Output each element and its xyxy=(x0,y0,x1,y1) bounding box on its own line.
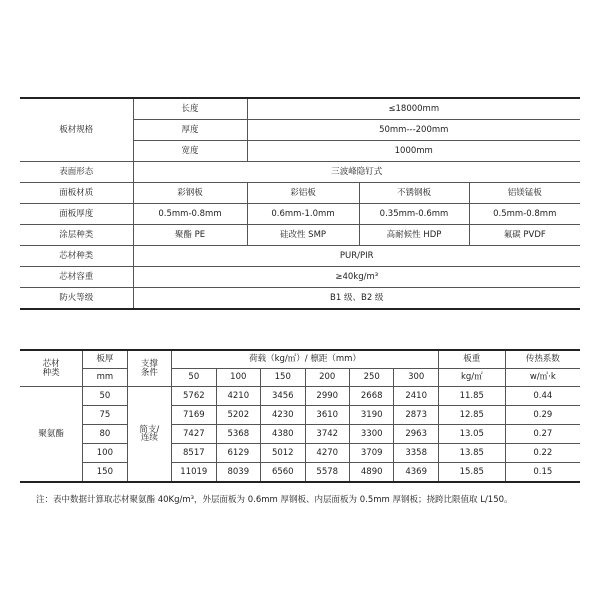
load-cell: 2668 xyxy=(349,387,393,406)
fire-label: 防火等级 xyxy=(20,288,133,310)
load-cell: 8517 xyxy=(172,444,216,463)
row-thickness: 150 xyxy=(83,463,127,483)
load-cell: 5762 xyxy=(172,387,216,406)
coating-label: 涂层种类 xyxy=(20,225,133,246)
surface-value: 三波峰隐钉式 xyxy=(133,162,580,183)
load-cell: 4890 xyxy=(349,463,393,483)
load-cell: 3610 xyxy=(305,406,349,425)
row-thickness: 100 xyxy=(83,444,127,463)
core-name: 聚氨酯 xyxy=(20,387,83,483)
thickness-header: 板厚 xyxy=(83,350,127,369)
length-value: ≤18000mm xyxy=(247,98,580,120)
load-cell: 6129 xyxy=(216,444,260,463)
panel-thickness-cell: 0.6mm-1.0mm xyxy=(247,204,359,225)
coating-cell: 高耐候性 HDP xyxy=(359,225,469,246)
heat-cell: 0.15 xyxy=(505,463,580,483)
span-header: 300 xyxy=(394,369,439,387)
load-cell: 2990 xyxy=(305,387,349,406)
material-cell: 铝镁锰板 xyxy=(469,183,580,204)
table-header-row xyxy=(20,369,580,387)
thickness-unit: mm xyxy=(83,369,127,387)
table-row xyxy=(20,425,580,444)
weight-cell: 15.85 xyxy=(438,463,505,483)
coating-cell: 聚酯 PE xyxy=(133,225,247,246)
heat-header: 传热系数 xyxy=(505,350,580,369)
load-cell: 4369 xyxy=(394,463,439,483)
material-cell: 不锈钢板 xyxy=(359,183,469,204)
panel-thickness-cell: 0.5mm-0.8mm xyxy=(133,204,247,225)
span-header: 200 xyxy=(305,369,349,387)
core-value: PUR/PIR xyxy=(133,246,580,267)
weight-cell: 13.85 xyxy=(438,444,505,463)
load-cell: 7169 xyxy=(172,406,216,425)
load-cell: 3709 xyxy=(349,444,393,463)
weight-cell: 13.05 xyxy=(438,425,505,444)
heat-cell: 0.22 xyxy=(505,444,580,463)
support-header: 支撑 条件 xyxy=(127,350,171,387)
row-thickness: 80 xyxy=(83,425,127,444)
load-cell: 7427 xyxy=(172,425,216,444)
material-label: 面板材质 xyxy=(20,183,133,204)
load-cell: 4270 xyxy=(305,444,349,463)
load-table xyxy=(20,349,580,483)
load-cell: 3456 xyxy=(261,387,305,406)
table-row xyxy=(20,444,580,463)
heat-cell: 0.29 xyxy=(505,406,580,425)
coating-cell: 氟碳 PVDF xyxy=(469,225,580,246)
load-cell: 3358 xyxy=(394,444,439,463)
material-cell: 彩钢板 xyxy=(133,183,247,204)
table-row xyxy=(20,162,580,183)
weight-cell: 12.85 xyxy=(438,406,505,425)
span-header: 100 xyxy=(216,369,260,387)
surface-label: 表面形态 xyxy=(20,162,133,183)
coating-cell: 硅改性 SMP xyxy=(247,225,359,246)
load-cell: 2410 xyxy=(394,387,439,406)
thickness-label: 厚度 xyxy=(133,120,247,141)
table-row xyxy=(20,246,580,267)
panel-thickness-label: 面板厚度 xyxy=(20,204,133,225)
span-header: 50 xyxy=(172,369,216,387)
load-cell: 5202 xyxy=(216,406,260,425)
span-header: 250 xyxy=(349,369,393,387)
span-header: 150 xyxy=(261,369,305,387)
load-header: 荷载（kg/㎡）/ 檩距（mm） xyxy=(172,350,439,369)
heat-unit: w/㎡·k xyxy=(505,369,580,387)
load-cell: 2963 xyxy=(394,425,439,444)
load-cell: 2873 xyxy=(394,406,439,425)
material-cell: 彩铝板 xyxy=(247,183,359,204)
load-cell: 4380 xyxy=(261,425,305,444)
footnote: 注：表中数据计算取芯材聚氨酯 40Kg/m³，外层面板为 0.6mm 厚钢板、内层面板为 0.5mm 厚钢板；挠跨比限值取 L/150。 xyxy=(36,495,513,505)
panel-thickness-cell: 0.35mm-0.6mm xyxy=(359,204,469,225)
spec-table xyxy=(20,97,580,310)
fire-value: B1 级、B2 级 xyxy=(133,288,580,310)
thickness-value: 50mm---200mm xyxy=(247,120,580,141)
load-cell: 3742 xyxy=(305,425,349,444)
load-cell: 3190 xyxy=(349,406,393,425)
length-label: 长度 xyxy=(133,98,247,120)
width-value: 1000mm xyxy=(247,141,580,162)
weight-cell: 11.85 xyxy=(438,387,505,406)
density-label: 芯材容重 xyxy=(20,267,133,288)
load-cell: 4210 xyxy=(216,387,260,406)
board-spec-label: 板材规格 xyxy=(20,98,133,162)
heat-cell: 0.27 xyxy=(505,425,580,444)
panel-thickness-cell: 0.5mm-0.8mm xyxy=(469,204,580,225)
heat-cell: 0.44 xyxy=(505,387,580,406)
table-header-row xyxy=(20,350,580,369)
core-type-header: 芯材 种类 xyxy=(20,350,83,387)
support-name: 简支/ 连续 xyxy=(127,387,171,483)
table-row xyxy=(20,267,580,288)
weight-unit: kg/㎡ xyxy=(438,369,505,387)
row-thickness: 75 xyxy=(83,406,127,425)
table-row xyxy=(20,225,580,246)
width-label: 宽度 xyxy=(133,141,247,162)
load-cell: 5578 xyxy=(305,463,349,483)
load-cell: 6560 xyxy=(261,463,305,483)
load-cell: 11019 xyxy=(172,463,216,483)
core-label: 芯材种类 xyxy=(20,246,133,267)
density-value: ≥40kg/m³ xyxy=(133,267,580,288)
table-row xyxy=(20,183,580,204)
row-thickness: 50 xyxy=(83,387,127,406)
table-row xyxy=(20,288,580,310)
table-row xyxy=(20,463,580,483)
table-row xyxy=(20,98,580,120)
load-cell: 5012 xyxy=(261,444,305,463)
weight-header: 板重 xyxy=(438,350,505,369)
table-row xyxy=(20,387,580,406)
load-cell: 8039 xyxy=(216,463,260,483)
load-cell: 5368 xyxy=(216,425,260,444)
table-row xyxy=(20,204,580,225)
load-cell: 4230 xyxy=(261,406,305,425)
load-cell: 3300 xyxy=(349,425,393,444)
table-row xyxy=(20,406,580,425)
